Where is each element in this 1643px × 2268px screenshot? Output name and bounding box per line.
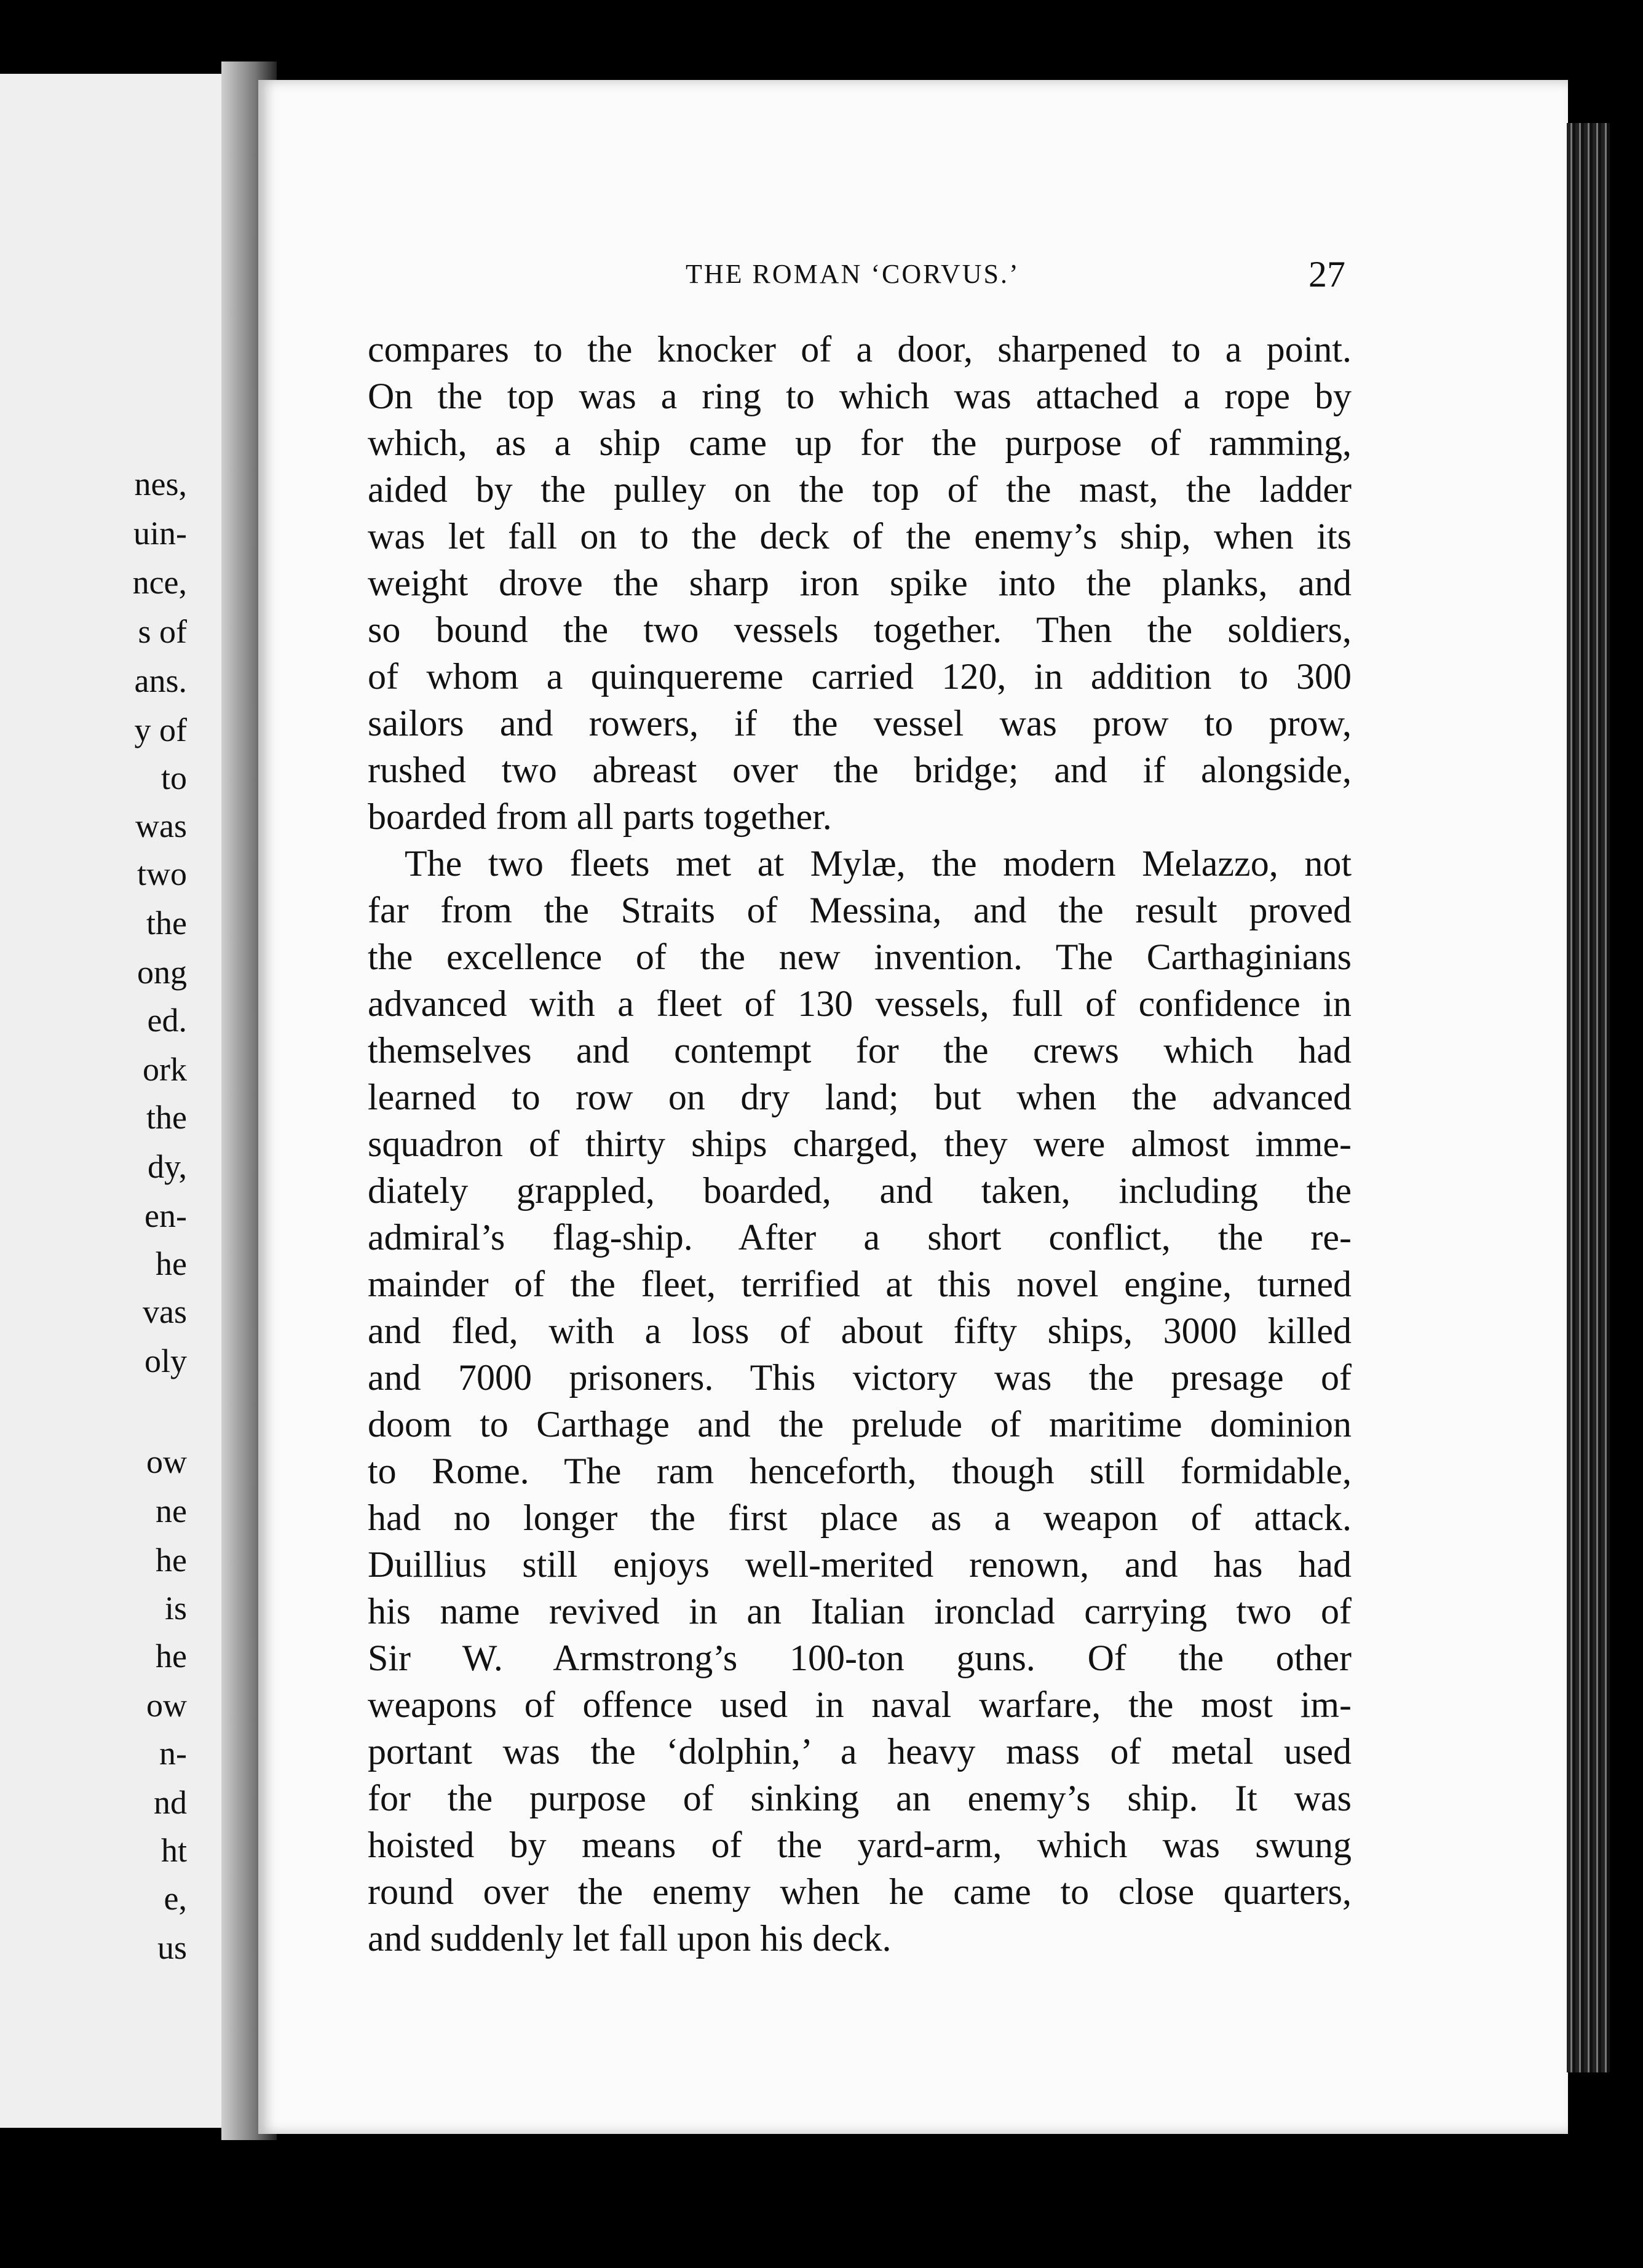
text-line: the excellence of the new invention. The Carthaginians [368, 937, 1352, 977]
paragraph [368, 326, 1352, 840]
left-page-fragment: the [146, 905, 187, 942]
text-line: learned to row on dry land; but when the advanced [368, 1077, 1352, 1117]
left-page-fragment: nes, [134, 466, 187, 502]
running-head: THE ROMAN ‘CORVUS.’ [686, 259, 1020, 289]
left-page-fragment: n- [159, 1735, 187, 1772]
text-line: advanced with a fleet of 130 vessels, full of confidence in [368, 983, 1352, 1024]
left-page-fragment: oly [144, 1342, 187, 1379]
text-line: boarded from all parts together. [368, 796, 832, 837]
text-line: his name revived in an Italian ironclad carrying two of [368, 1591, 1352, 1632]
text-line: Duillius still enjoys well-merited renown, and has had [368, 1544, 1352, 1585]
left-page-fragment: two [137, 855, 187, 892]
text-line: sailors and rowers, if the vessel was prow to prow, [368, 703, 1352, 743]
text-line: compares to the knocker of a door, sharpened to a point. [368, 329, 1352, 370]
text-line: themselves and contempt for the crews which had [368, 1030, 1352, 1071]
text-line: admiral’s flag-ship. After a short conflict, the re- [368, 1217, 1352, 1258]
text-line: and fled, with a loss of about fifty ships, 3000 killed [368, 1310, 1352, 1351]
left-page-fragment: to [160, 759, 187, 796]
text-line: and suddenly let fall upon his deck. [368, 1918, 892, 1959]
text-line: which, as a ship came up for the purpose of ramming, [368, 422, 1352, 463]
text-line: to Rome. The ram henceforth, though still formidable, [368, 1451, 1352, 1491]
left-page-fragment: nce, [132, 564, 187, 601]
text-line: weapons of offence used in naval warfare, the most im- [368, 1684, 1352, 1725]
left-page-fragment: ne [156, 1493, 187, 1529]
left-page-fragment: is [164, 1590, 187, 1627]
text-line: had no longer the first place as a weapon of attack. [368, 1497, 1352, 1538]
left-page-fragment: ht [160, 1832, 187, 1869]
left-page-fragment: ork [143, 1051, 187, 1088]
text-line: of whom a quinquereme carried 120, in addition to 300 [368, 656, 1352, 697]
left-page-fragment: ow [146, 1443, 187, 1480]
body-text [368, 326, 1352, 1962]
text-line: and 7000 prisoners. This victory was the presage of [368, 1357, 1352, 1398]
text-line: weight drove the sharp iron spike into the planks, and [368, 563, 1352, 603]
text-line: diately grappled, boarded, and taken, including the [368, 1170, 1352, 1211]
left-page-fragment: dy, [148, 1148, 187, 1185]
left-page-fragment: uin- [133, 515, 187, 552]
page-edges [1567, 123, 1610, 2072]
left-page-fragment: e, [164, 1880, 187, 1917]
text-line: The two fleets met at Mylæ, the modern Melazzo, not [405, 843, 1352, 884]
text-line: portant was the ‘dolphin,’ a heavy mass of metal used [368, 1731, 1352, 1772]
left-page-fragment: nd [154, 1784, 187, 1821]
text-line: far from the Straits of Messina, and the result proved [368, 890, 1352, 930]
left-page-fragment: he [156, 1542, 187, 1579]
left-page-fragment: he [156, 1245, 187, 1282]
text-line: squadron of thirty ships charged, they were almost imme- [368, 1124, 1352, 1164]
left-page-fragment: us [157, 1929, 187, 1966]
left-page-text-fragments [0, 74, 246, 2128]
left-page-fragment: he [156, 1638, 187, 1675]
text-line: Sir W. Armstrong’s 100-ton guns. Of the other [368, 1638, 1352, 1678]
left-page-fragment: s of [138, 613, 187, 650]
left-page-fragment: ow [146, 1687, 187, 1724]
text-line: mainder of the fleet, terrified at this novel engine, turned [368, 1264, 1352, 1304]
text-line: On the top was a ring to which was attached a rope by [368, 376, 1352, 416]
left-page-fragment: ed. [147, 1002, 187, 1039]
left-page-fragment: the [146, 1099, 187, 1136]
text-line: was let fall on to the deck of the enemy’s ship, when its [368, 516, 1352, 557]
left-page-fragment: ong [137, 954, 187, 991]
text-line: doom to Carthage and the prelude of maritime dominion [368, 1404, 1352, 1445]
left-page-fragment: vas [143, 1293, 187, 1330]
page-number: 27 [1308, 254, 1345, 295]
text-line: for the purpose of sinking an enemy’s ship. It was [368, 1778, 1352, 1818]
left-page-fragment: y of [134, 712, 187, 748]
left-page-fragment: en- [145, 1197, 187, 1234]
text-line: so bound the two vessels together. Then the soldiers, [368, 609, 1352, 650]
text-line: hoisted by means of the yard-arm, which was swung [368, 1825, 1352, 1865]
text-line: aided by the pulley on the top of the mast, the ladder [368, 469, 1352, 510]
paragraph [368, 840, 1352, 1962]
left-page-fragment: was [135, 807, 187, 844]
left-page-fragment: ans. [134, 662, 187, 699]
text-line: round over the enemy when he came to close quarters, [368, 1871, 1352, 1912]
text-line: rushed two abreast over the bridge; and if alongside, [368, 750, 1352, 790]
